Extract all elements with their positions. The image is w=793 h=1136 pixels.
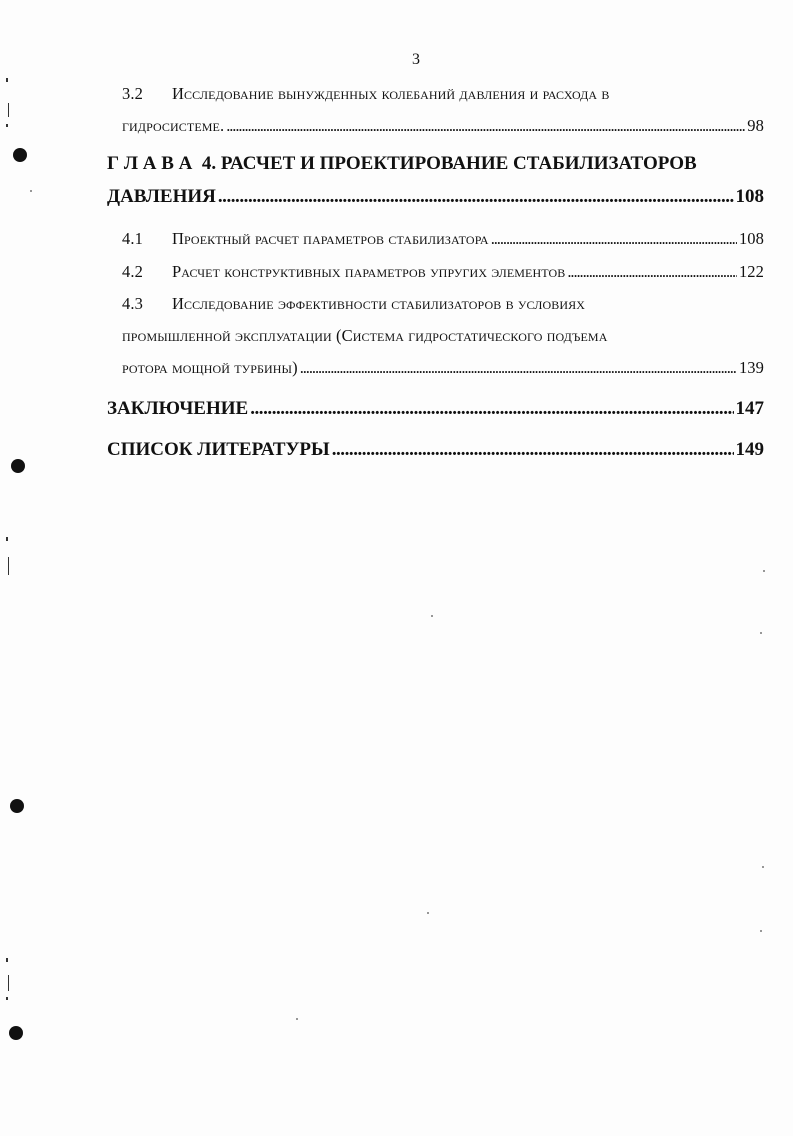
scan-mark-icon bbox=[8, 103, 9, 117]
toc-entry-4-3-cont-1 bbox=[122, 326, 607, 346]
scan-mark-icon bbox=[6, 958, 8, 962]
dot-leader bbox=[332, 439, 734, 461]
toc-entry-4-3-cont-2 bbox=[122, 358, 764, 378]
scan-speck-icon bbox=[431, 615, 433, 617]
toc-page-number: 149 bbox=[735, 439, 764, 460]
chapter-title-cont: ДАВЛЕНИЯ bbox=[107, 186, 216, 207]
page-number: 3 bbox=[412, 51, 420, 68]
chapter-title: Г Л А В А 4. РАСЧЕТ И ПРОЕКТИРОВАНИЕ СТАБИЛИЗАТОРОВ bbox=[107, 153, 697, 174]
scan-mark-icon bbox=[8, 557, 9, 575]
dot-leader bbox=[491, 229, 737, 249]
dot-leader bbox=[567, 262, 737, 282]
scan-speck-icon bbox=[762, 866, 764, 868]
scan-mark-icon bbox=[6, 997, 8, 1000]
toc-entry-title-cont: ротора мощной турбины) bbox=[122, 358, 298, 377]
dot-leader bbox=[250, 398, 733, 420]
scan-speck-icon bbox=[296, 1018, 298, 1020]
dot-leader bbox=[300, 358, 737, 378]
toc-entry-3-2-cont bbox=[122, 116, 764, 136]
conclusion-title: ЗАКЛЮЧЕНИЕ bbox=[107, 398, 249, 419]
toc-entry-title-cont: гидросистеме. bbox=[122, 116, 225, 135]
toc-chapter-4-cont bbox=[107, 186, 764, 208]
toc-entry-4-3 bbox=[122, 294, 585, 314]
scan-speck-icon bbox=[760, 930, 762, 932]
toc-page-number: 147 bbox=[735, 398, 764, 419]
binder-hole-icon bbox=[13, 148, 27, 162]
toc-entry-title: Расчет конструктивных параметров упругих элементов bbox=[172, 262, 566, 281]
toc-references bbox=[107, 439, 764, 461]
toc-conclusion bbox=[107, 398, 764, 420]
toc-entry-4-1 bbox=[122, 229, 764, 249]
binder-hole-icon bbox=[10, 799, 24, 813]
scan-mark-icon bbox=[6, 78, 8, 82]
binder-hole-icon bbox=[9, 1026, 23, 1040]
toc-page-number: 108 bbox=[738, 229, 764, 248]
scan-mark-icon bbox=[6, 124, 8, 127]
toc-chapter-4 bbox=[107, 153, 697, 175]
references-title: СПИСОК ЛИТЕРАТУРЫ bbox=[107, 439, 330, 460]
toc-entry-title-cont: промышленной эксплуатации (Система гидростатического подъема bbox=[122, 326, 608, 345]
toc-entry-number: 3.2 bbox=[122, 84, 143, 103]
toc-page-number: 122 bbox=[738, 262, 764, 281]
dot-leader bbox=[226, 116, 745, 136]
toc-page-number: 139 bbox=[738, 358, 764, 377]
toc-entry-number: 4.2 bbox=[122, 262, 143, 281]
scan-speck-icon bbox=[30, 190, 32, 192]
scan-mark-icon bbox=[6, 537, 8, 541]
toc-entry-number: 4.1 bbox=[122, 229, 143, 248]
scan-speck-icon bbox=[763, 570, 765, 572]
toc-entry-4-2 bbox=[122, 262, 764, 282]
toc-entry-title: Проектный расчет параметров стабилизатора bbox=[172, 229, 489, 248]
dot-leader bbox=[218, 186, 734, 208]
toc-entry-number: 4.3 bbox=[122, 294, 143, 313]
toc-page-number: 108 bbox=[735, 186, 764, 207]
toc-entry-title: Исследование вынужденных колебаний давления и расхода в bbox=[172, 84, 610, 103]
scan-speck-icon bbox=[427, 912, 429, 914]
scan-speck-icon bbox=[760, 632, 762, 634]
toc-entry-title: Исследование эффективности стабилизаторов в условиях bbox=[172, 294, 586, 313]
scan-mark-icon bbox=[8, 975, 9, 991]
toc-page-number: 98 bbox=[747, 116, 764, 135]
binder-hole-icon bbox=[11, 459, 25, 473]
toc-entry-3-2 bbox=[122, 84, 730, 104]
